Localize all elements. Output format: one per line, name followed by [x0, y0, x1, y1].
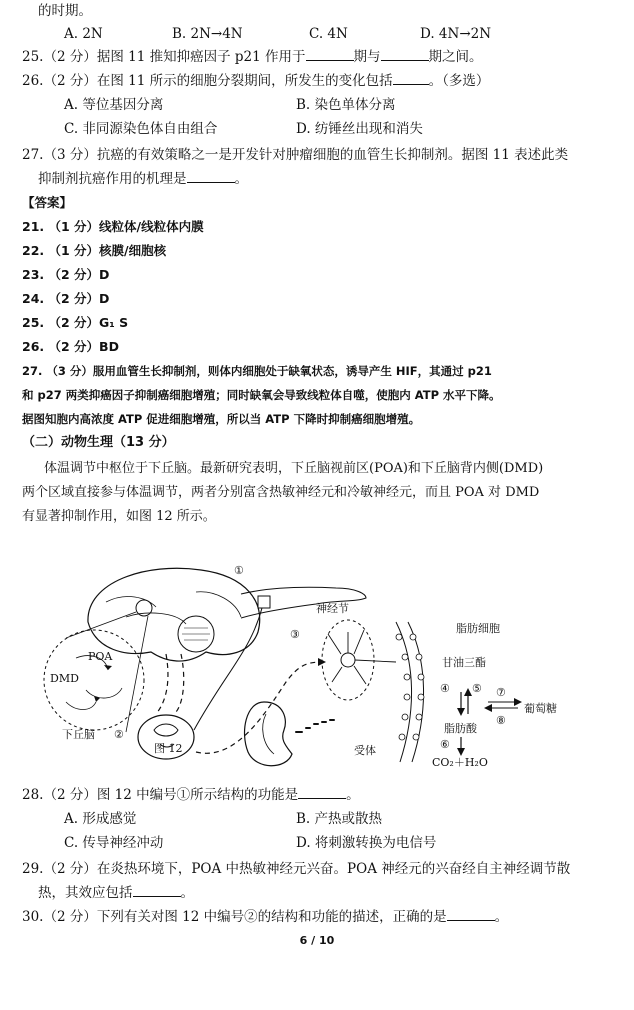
- page-number: 6 / 10: [299, 934, 335, 947]
- answer-27-line2: 和 p27 两类抑癌因子抑制癌细胞增殖；同时缺氧会导致线粒体自噬，使胞内 ATP 水平下降。: [22, 388, 501, 402]
- label-n4: ④: [440, 682, 450, 695]
- section-title: （二）动物生理（13 分）: [22, 435, 175, 450]
- q24-option-a: A. 2N: [64, 26, 103, 42]
- q26-option-a: A. 等位基因分离: [64, 97, 164, 113]
- question-26: 26.（2 分）在图 11 所示的细胞分裂期间，所发生的变化包括 。（多选）: [22, 73, 490, 89]
- answer-26: 26. （2 分）BD: [22, 339, 119, 354]
- answer-27-line3: 据图知胞内高浓度 ATP 促进细胞增殖，所以当 ATP 下降时抑制癌细胞增殖。: [22, 412, 421, 426]
- q26-option-c: C. 非同源染色体自由组合: [64, 121, 218, 137]
- label-dmd: DMD: [50, 672, 79, 685]
- answer-21: 21. （1 分）线粒体/线粒体内膜: [22, 219, 204, 234]
- label-glucose: 葡萄糖: [524, 702, 557, 715]
- q26-option-d: D. 纺锤丝出现和消失: [296, 121, 423, 137]
- intro-line2: 两个区域直接参与体温调节，两者分别富含热敏神经元和冷敏神经元，而且 POA 对 DMD: [22, 485, 540, 500]
- figure-caption: 图 12: [154, 742, 183, 755]
- answer-27-line1: 27. （3 分）服用血管生长抑制剂，则体内细胞处于缺氧状态，诱导产生 HIF，其通过 p21: [22, 364, 492, 378]
- label-ganglion: 神经节: [316, 602, 349, 615]
- q24-option-d: D. 4N→2N: [420, 26, 492, 42]
- label-n6: ⑥: [440, 738, 450, 751]
- label-fat-cell: 脂肪细胞: [456, 622, 500, 635]
- q24-option-b: B. 2N→4N: [172, 26, 243, 42]
- label-co2-h2o: CO₂＋H₂O: [432, 756, 488, 769]
- label-n1: ①: [234, 564, 244, 577]
- label-n8: ⑧: [496, 714, 506, 727]
- answer-24: 24. （2 分）D: [22, 291, 110, 306]
- q28-option-c: C. 传导神经冲动: [64, 835, 164, 851]
- q24-option-c: C. 4N: [309, 26, 348, 42]
- cell-membrane: [396, 622, 412, 762]
- question-29-line1: 29.（2 分）在炎热环境下，POA 中热敏神经元兴奋。POA 神经元的兴奋经自主神经调节散: [22, 861, 571, 877]
- question-27-line1: 27.（3 分）抗癌的有效策略之一是开发针对肿瘤细胞的血管生长抑制剂。据图 11 表述此类: [22, 147, 569, 163]
- answer-23: 23. （2 分）D: [22, 267, 110, 282]
- label-poa: POA: [88, 650, 113, 663]
- label-n3: ③: [290, 628, 300, 641]
- label-n7: ⑦: [496, 686, 506, 699]
- top-fragment: 的时期。: [38, 3, 92, 19]
- answer-22: 22. （1 分）核膜/细胞核: [22, 243, 167, 258]
- question-27-line2: 抑制剂抗癌作用的机理是 。: [38, 171, 248, 187]
- question-25: 25.（2 分）据图 11 推知抑癌因子 p21 作用于 期与 期之间。: [22, 49, 483, 65]
- answer-25: 25. （2 分）G₁ S: [22, 315, 129, 330]
- question-30: 30.（2 分）下列有关对图 12 中编号②的结构和功能的描述，正确的是 。: [22, 909, 509, 925]
- intro-line3: 有显著抑制作用，如图 12 所示。: [22, 509, 216, 524]
- label-receptor: 受体: [354, 744, 376, 757]
- brain-outline: [88, 568, 260, 661]
- receptor-box: [258, 596, 270, 608]
- q26-option-b: B. 染色单体分离: [296, 97, 396, 113]
- q28-option-b: B. 产热或散热: [296, 811, 383, 827]
- label-hypothalamus: 下丘脑: [62, 728, 95, 741]
- label-fatty-acid: 脂肪酸: [444, 722, 477, 735]
- intro-line1: 体温调节中枢位于下丘脑。最新研究表明，下丘脑视前区(POA)和下丘脑背内侧(DMD): [44, 461, 544, 476]
- question-28: 28.（2 分）图 12 中编号①所示结构的功能是 。: [22, 787, 360, 803]
- q28-option-a: A. 形成感觉: [64, 811, 137, 827]
- q28-option-d: D. 将刺激转换为电信号: [296, 835, 437, 851]
- question-29-line2: 热，其效应包括 。: [38, 885, 194, 901]
- label-triglyceride: 甘油三酯: [442, 656, 486, 669]
- kidney: [245, 702, 292, 766]
- answer-header: 【答案】: [22, 195, 73, 210]
- label-n5: ⑤: [472, 682, 482, 695]
- label-n2: ②: [114, 728, 124, 741]
- figure-12-diagram: [36, 562, 596, 772]
